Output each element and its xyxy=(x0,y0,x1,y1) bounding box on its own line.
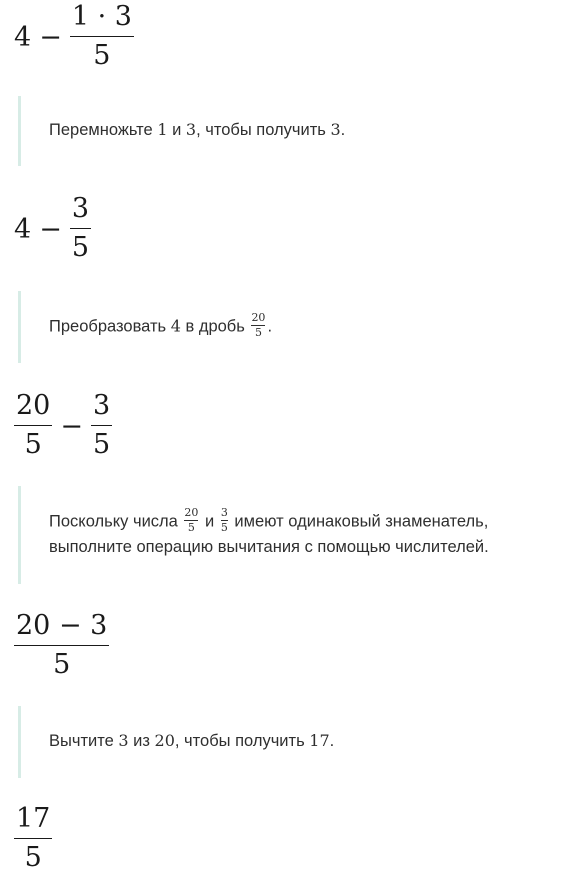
numerator: 3 xyxy=(92,390,111,422)
math-inline: 3 xyxy=(330,120,341,140)
text-segment: Преобразовать xyxy=(49,317,171,336)
explanation-step-1 xyxy=(18,96,345,166)
numerator: 20 xyxy=(251,310,266,324)
fraction-bar xyxy=(14,645,109,647)
math-inline: 4 xyxy=(170,316,181,336)
explanation-line-2: выполните операцию вычитания с помощью числителей. xyxy=(49,538,489,557)
text-segment: и xyxy=(167,121,186,140)
numerator: 1 · 3 xyxy=(71,1,132,33)
expression-step-2 xyxy=(14,193,91,264)
fraction xyxy=(70,3,134,70)
explanation-step-2 xyxy=(18,291,272,363)
text-segment: имеют одинаковый знаменатель, xyxy=(229,512,489,531)
fraction-bar xyxy=(91,425,112,427)
expression-step-3 xyxy=(14,392,112,460)
denominator: 5 xyxy=(71,232,89,264)
fraction xyxy=(70,195,91,262)
text-segment: , чтобы получить xyxy=(174,732,310,751)
fraction-bar xyxy=(14,838,52,840)
math-inline: 17 xyxy=(309,731,330,751)
fraction-result xyxy=(14,805,52,872)
fraction-right xyxy=(91,392,112,459)
math-inline: 3 xyxy=(118,731,129,751)
math-inline: 20 xyxy=(154,731,175,751)
inline-fraction xyxy=(251,312,265,338)
denominator: 5 xyxy=(92,429,111,461)
text-segment: , чтобы получить xyxy=(196,121,331,140)
text-segment: . xyxy=(340,121,346,140)
explanation-step-4 xyxy=(18,706,334,778)
denominator: 5 xyxy=(254,325,262,339)
denominator: 5 xyxy=(93,40,111,72)
denominator: 5 xyxy=(187,520,195,534)
text-segment: Поскольку числа xyxy=(49,512,183,531)
inline-fraction xyxy=(221,507,228,533)
fraction-left xyxy=(14,392,52,459)
minus-sign: − xyxy=(39,213,62,245)
text-segment: . xyxy=(267,317,273,336)
numerator: 20 xyxy=(184,506,199,520)
fraction-bar xyxy=(70,36,134,38)
numerator: 20 xyxy=(16,390,51,422)
explanation-text xyxy=(49,310,273,340)
denominator: 5 xyxy=(53,649,71,681)
denominator: 5 xyxy=(24,842,42,874)
explanation-text xyxy=(49,506,489,561)
explanation-line-1 xyxy=(49,506,489,535)
fraction-bar xyxy=(14,425,52,427)
numerator: 3 xyxy=(220,506,228,520)
inline-fraction xyxy=(184,507,198,533)
text-segment: Перемножьте xyxy=(49,121,158,140)
numerator: 3 xyxy=(71,193,89,225)
expression-step-1 xyxy=(14,1,134,72)
text-segment: Вычтите xyxy=(49,732,119,751)
text-segment: . xyxy=(329,732,335,751)
text-segment: в дробь xyxy=(180,317,250,336)
expression-step-4 xyxy=(14,612,109,680)
minus-sign: − xyxy=(39,21,62,53)
denominator: 5 xyxy=(24,429,42,461)
expression-step-5 xyxy=(14,803,52,874)
math-inline: 1 xyxy=(157,120,168,140)
numerator: 17 xyxy=(16,803,51,835)
math-inline: 3 xyxy=(185,120,197,140)
whole-number: 4 xyxy=(14,21,32,53)
explanation-text xyxy=(49,118,345,144)
text-segment: из xyxy=(128,732,155,751)
numerator: 20 − 3 xyxy=(16,610,108,642)
fraction xyxy=(14,612,109,679)
minus-sign: − xyxy=(60,410,83,442)
explanation-text xyxy=(49,729,334,755)
explanation-step-3 xyxy=(18,486,489,584)
text-segment: и xyxy=(200,512,219,531)
denominator: 5 xyxy=(220,520,228,534)
fraction-bar xyxy=(70,228,91,230)
whole-number: 4 xyxy=(14,213,32,245)
